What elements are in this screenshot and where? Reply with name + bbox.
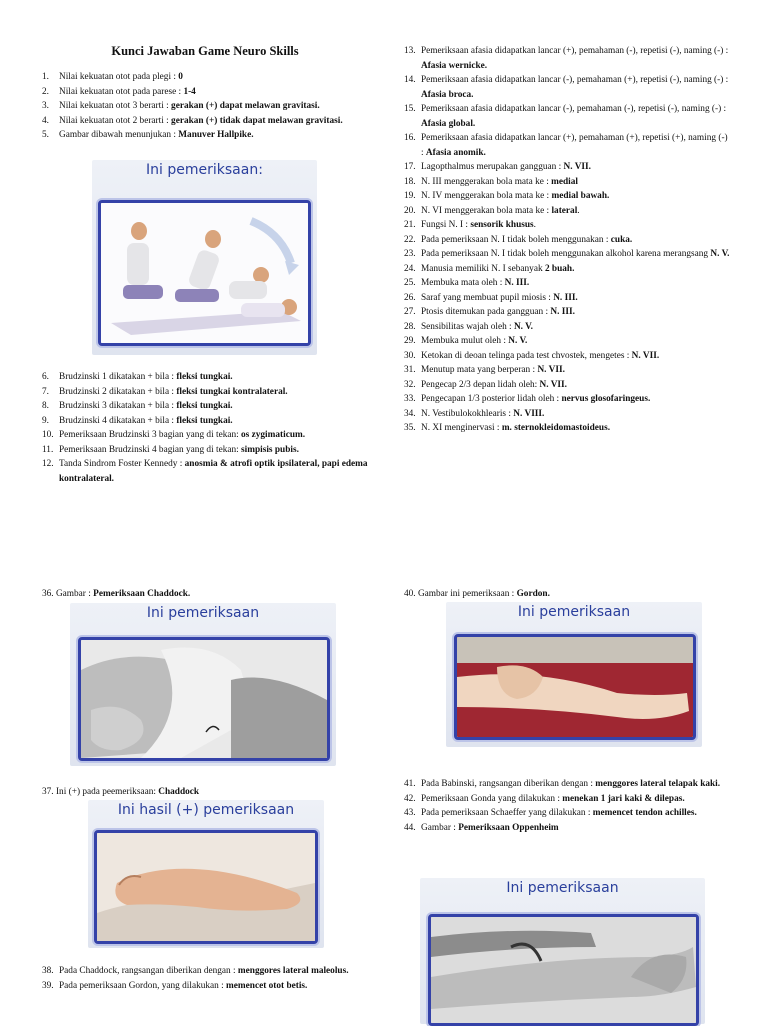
question-text xyxy=(59,370,377,385)
question-text xyxy=(421,392,730,407)
answer: Manuver Hallpike. xyxy=(178,130,254,140)
answer: N. III. xyxy=(553,292,578,303)
oppenheim-figure xyxy=(431,917,696,1023)
questions-left-top xyxy=(42,70,377,143)
question-text xyxy=(421,276,730,291)
question-item xyxy=(42,457,377,486)
question-number: 38. xyxy=(42,966,54,976)
question-item xyxy=(42,443,377,458)
question-number: 1. xyxy=(42,72,49,82)
question-text xyxy=(59,70,377,85)
question-text xyxy=(59,414,377,429)
question-number: 5. xyxy=(42,130,49,140)
question-prompt: Nilai kekuatan otot pada plegi : xyxy=(59,72,179,82)
question-item xyxy=(404,806,730,821)
question-item xyxy=(404,73,730,102)
question-text xyxy=(59,114,377,129)
answer-suffix: . xyxy=(577,205,580,216)
question-prompt: Brudzinski 4 dikatakan + bila : xyxy=(59,415,177,426)
question-item xyxy=(42,128,377,143)
question-prompt: Gambar dibawah menunjukan : xyxy=(59,130,179,140)
question-number: 23. xyxy=(404,249,416,259)
question-number: 42. xyxy=(404,793,416,804)
question-number: 24. xyxy=(404,263,416,274)
question-prompt: Pengecap 2/3 depan lidah oleh: xyxy=(421,379,540,390)
question-37: 37. Ini (+) pada peemeriksaan: Chaddock xyxy=(42,787,200,797)
question-prompt: Pemeriksaan Brudzinski 3 bagian yang di tekan: xyxy=(59,430,242,440)
question-prompt: Pemeriksaan afasia didapatkan lancar (+), pemahaman (-), repetisi (-), naming (-) : xyxy=(421,46,729,56)
question-prompt: Pada pemeriksaan Gordon, yang dilakukan : xyxy=(59,980,227,991)
gordon-image xyxy=(446,602,702,747)
oppenheim-image xyxy=(420,878,705,1024)
answer: N. VII. xyxy=(563,162,591,172)
answer: Afasia broca. xyxy=(421,89,474,100)
question-text xyxy=(421,305,730,320)
question-item xyxy=(404,320,730,335)
question-prompt: Pemeriksaan afasia didapatkan lancar (-), pemahaman (+), repetisi (-), naming (-) : xyxy=(421,75,729,85)
question-number: 34. xyxy=(404,408,416,419)
question-item xyxy=(404,349,730,364)
question-number: 22. xyxy=(404,234,416,245)
question-item xyxy=(42,70,377,85)
question-item xyxy=(404,378,730,393)
question-text xyxy=(421,421,730,436)
image-caption: Ini pemeriksaan xyxy=(146,605,260,621)
question-40: 40. Gambar ini pemeriksaan : Gordon. xyxy=(404,589,550,599)
question-prompt: Fungsi N. I : xyxy=(421,220,471,230)
question-item xyxy=(404,305,730,320)
leg-figure xyxy=(457,637,693,737)
question-prompt: Nilai kekuatan otot pada parese : xyxy=(59,86,184,97)
question-text xyxy=(421,821,730,836)
question-text xyxy=(59,428,377,443)
question-text xyxy=(59,443,377,458)
question-item xyxy=(404,102,730,131)
question-text xyxy=(421,363,730,378)
questions-left-mid xyxy=(42,370,377,486)
question-number: 26. xyxy=(404,292,416,303)
question-text xyxy=(421,378,730,393)
question-item xyxy=(404,777,730,792)
answer: fleksi tungkai. xyxy=(176,372,233,382)
question-item xyxy=(404,233,730,248)
question-text xyxy=(59,964,377,979)
question-prompt: Pemeriksaan Brudzinski 4 bagian yang di tekan: xyxy=(59,444,242,455)
answer: N. V. xyxy=(710,249,730,259)
question-text xyxy=(421,291,730,306)
question-text xyxy=(59,385,377,400)
answer: 0 xyxy=(178,72,183,82)
question-number: 9. xyxy=(42,415,49,426)
question-prompt: N. VI menggerakan bola mata ke : xyxy=(421,205,552,216)
question-number: 19. xyxy=(404,191,416,201)
question-item xyxy=(404,204,730,219)
question-prompt: Membuka mulut oleh : xyxy=(421,336,509,346)
answer: Afasia wernicke. xyxy=(421,60,488,71)
question-text xyxy=(421,218,730,233)
question-item xyxy=(404,131,730,160)
question-text xyxy=(421,247,730,262)
question-number: 8. xyxy=(42,401,49,411)
question-number: 15. xyxy=(404,104,416,114)
question-text xyxy=(421,806,730,821)
question-prompt: Lagopthalmus merupakan gangguan : xyxy=(421,162,564,172)
question-number: 7. xyxy=(42,386,49,397)
question-text xyxy=(421,262,730,277)
question-number: 28. xyxy=(404,321,416,332)
answer: N. III. xyxy=(504,278,530,288)
answer: anosmia & atrofi optik ipsilateral, papi edema kontralateral. xyxy=(59,459,368,484)
question-number: 10. xyxy=(42,430,54,440)
question-item xyxy=(404,218,730,233)
question-prompt: Pada Babinski, rangsangan diberikan dengan : xyxy=(421,779,596,789)
answer: nervus glosofaringeus. xyxy=(561,394,651,404)
question-item xyxy=(42,414,377,429)
question-text xyxy=(421,102,730,131)
question-prompt: Sensibilitas wajah oleh : xyxy=(421,321,514,332)
question-item xyxy=(404,334,730,349)
question-prompt: Pemeriksaan afasia didapatkan lancar (-), pemahaman (-), repetisi (-), naming (-) : xyxy=(421,104,727,114)
question-number: 27. xyxy=(404,307,416,317)
image-caption: Ini hasil (+) pemeriksaan xyxy=(117,802,295,818)
answer: cuka. xyxy=(610,234,633,245)
question-text xyxy=(421,334,730,349)
question-item xyxy=(404,247,730,262)
question-prompt: Pada pemeriksaan Schaeffer yang dilakukan : xyxy=(421,808,593,818)
question-text xyxy=(421,777,730,792)
question-prompt: Brudzinski 2 dikatakan + bila : xyxy=(59,386,177,397)
question-prompt: Pemeriksaan afasia didapatkan lancar (+), pemahaman (+), repetisi (+), naming (-) : xyxy=(421,133,728,158)
question-text xyxy=(59,128,377,143)
question-item xyxy=(42,85,377,100)
question-text xyxy=(421,131,730,160)
answer: N. VII. xyxy=(539,379,567,390)
question-item xyxy=(404,363,730,378)
question-prompt: N. XI menginervasi : xyxy=(421,423,502,433)
answer: gerakan (+) dapat melawan gravitasi. xyxy=(171,101,320,111)
question-text xyxy=(421,320,730,335)
question-text xyxy=(59,99,377,114)
answer-suffix: . xyxy=(533,220,536,230)
chaddock-figure xyxy=(81,640,327,758)
question-item xyxy=(42,114,377,129)
question-number: 21. xyxy=(404,220,416,230)
question-item xyxy=(404,407,730,422)
answer: memencet tendon achilles. xyxy=(592,808,697,818)
answer: os zygimaticum. xyxy=(241,430,306,440)
answer: gerakan (+) tidak dapat melawan gravitasi. xyxy=(171,115,343,126)
question-number: 43. xyxy=(404,808,416,818)
question-prompt: Pada pemeriksaan N. I tidak boleh menggunakan : xyxy=(421,234,611,245)
answer: m. sternokleidomastoideus. xyxy=(501,423,611,433)
answer: fleksi tungkai. xyxy=(176,401,233,411)
page-title: Kunci Jawaban Game Neuro Skills xyxy=(111,44,299,58)
question-number: 35. xyxy=(404,423,416,433)
question-prompt: Nilai kekuatan otot 2 berarti : xyxy=(59,115,172,126)
question-text xyxy=(421,189,730,204)
question-prompt: Menutup mata yang berperan : xyxy=(421,365,538,375)
question-prompt: Membuka mata oleh : xyxy=(421,278,505,288)
question-item xyxy=(404,792,730,807)
question-item xyxy=(404,392,730,407)
question-text xyxy=(421,233,730,248)
answer: N. VIII. xyxy=(513,408,545,419)
questions-left-bottom xyxy=(42,964,377,993)
question-number: 33. xyxy=(404,394,416,404)
question-number: 2. xyxy=(42,86,49,97)
question-text xyxy=(59,457,377,486)
answer: Afasia global. xyxy=(421,118,476,129)
question-item xyxy=(404,821,730,836)
question-number: 18. xyxy=(404,176,416,187)
image-caption: Ini pemeriksaan: xyxy=(146,162,263,178)
question-prompt: Tanda Sindrom Foster Kennedy : xyxy=(59,459,185,469)
question-prompt: Pemeriksaan Gonda yang dilakukan : xyxy=(421,793,563,804)
question-text xyxy=(59,399,377,414)
answer: fleksi tungkai. xyxy=(176,415,233,426)
question-number: 29. xyxy=(404,336,416,346)
question-prompt: Nilai kekuatan otot 3 berarti : xyxy=(59,101,172,111)
question-item xyxy=(404,44,730,73)
question-36: 36. Gambar : Pemeriksaan Chaddock. xyxy=(42,589,191,599)
answer: N. VII. xyxy=(537,365,565,375)
question-item xyxy=(42,399,377,414)
question-prompt: Saraf yang membuat pupil miosis : xyxy=(421,292,554,303)
question-prompt: N. IV menggerakan bola mata ke : xyxy=(421,191,552,201)
answer: menggores lateral telapak kaki. xyxy=(595,779,721,789)
question-number: 30. xyxy=(404,350,416,361)
questions-right-bottom xyxy=(404,777,730,835)
answer: N. VII. xyxy=(631,350,660,361)
question-item xyxy=(404,160,730,175)
question-text xyxy=(421,349,730,364)
chaddock-image xyxy=(70,603,336,766)
question-text xyxy=(421,204,730,219)
question-item xyxy=(404,421,730,436)
question-number: 31. xyxy=(404,365,416,375)
question-number: 12. xyxy=(42,459,54,469)
question-item xyxy=(42,385,377,400)
answer: fleksi tungkai kontralateral. xyxy=(176,386,288,397)
question-number: 11. xyxy=(42,444,54,455)
answer: N. V. xyxy=(513,321,534,332)
question-prompt: Gambar : xyxy=(421,822,459,833)
question-item xyxy=(42,370,377,385)
question-text xyxy=(421,792,730,807)
image-caption: Ini pemeriksaan xyxy=(506,880,619,896)
question-prompt: Brudzinski 3 dikatakan + bila : xyxy=(59,401,177,411)
question-prompt: N. III menggerakan bola mata ke : xyxy=(421,176,552,187)
question-prompt: Pada Chaddock, rangsangan diberikan dengan : xyxy=(59,966,238,976)
question-item xyxy=(42,979,377,994)
question-number: 14. xyxy=(404,75,416,85)
question-prompt: Ketokan di deoan telinga pada test chvostek, mengetes : xyxy=(421,350,632,361)
answer: sensorik khusus xyxy=(470,220,534,230)
question-prompt: Pengecapan 1/3 posterior lidah oleh : xyxy=(421,394,562,404)
answer: medial bawah. xyxy=(551,191,610,201)
chaddock-positive-image xyxy=(88,800,324,948)
foot-figure xyxy=(97,833,315,941)
question-item xyxy=(404,276,730,291)
answer: 2 buah. xyxy=(544,263,575,274)
question-number: 4. xyxy=(42,115,49,126)
answer: Afasia anomik. xyxy=(425,147,486,158)
question-item xyxy=(404,189,730,204)
answer: menekan 1 jari kaki & dilepas. xyxy=(562,793,685,804)
question-text xyxy=(421,73,730,102)
question-number: 3. xyxy=(42,101,49,111)
question-number: 13. xyxy=(404,46,416,56)
question-item xyxy=(42,99,377,114)
answer: menggores lateral maleolus. xyxy=(237,966,349,976)
answer: memencet otot betis. xyxy=(226,980,308,991)
question-text xyxy=(421,407,730,422)
answer: medial xyxy=(551,176,578,187)
question-number: 25. xyxy=(404,278,416,288)
question-text xyxy=(421,160,730,175)
question-prompt: Pada pemeriksaan N. I tidak boleh menggunakan alkohol karena merangsang xyxy=(421,249,711,259)
question-text xyxy=(421,44,730,73)
question-number: 41. xyxy=(404,779,416,789)
answer: N. III. xyxy=(550,307,575,317)
answer: lateral xyxy=(551,205,578,216)
question-item xyxy=(404,262,730,277)
question-prompt: N. Vestibulokokhlearis : xyxy=(421,408,514,419)
question-item xyxy=(42,964,377,979)
question-prompt: Ptosis ditemukan pada gangguan : xyxy=(421,307,551,317)
question-prompt: Brudzinski 1 dikatakan + bila : xyxy=(59,372,177,382)
image-caption: Ini pemeriksaan xyxy=(517,604,631,620)
answer: N. V. xyxy=(508,336,528,346)
hallpike-image xyxy=(92,160,317,355)
answer: Pemeriksaan Oppenheim xyxy=(458,822,559,833)
question-number: 44. xyxy=(404,822,416,833)
question-number: 17. xyxy=(404,162,416,172)
question-number: 6. xyxy=(42,372,49,382)
question-number: 16. xyxy=(404,133,416,143)
hallpike-figure xyxy=(101,203,308,343)
question-text xyxy=(59,85,377,100)
question-text xyxy=(59,979,377,994)
question-prompt: Manusia memiliki N. I sebanyak xyxy=(421,263,545,274)
question-number: 39. xyxy=(42,980,54,991)
question-number: 32. xyxy=(404,379,416,390)
question-text xyxy=(421,175,730,190)
answer: simpisis pubis. xyxy=(241,444,299,455)
question-item xyxy=(404,175,730,190)
question-item xyxy=(404,291,730,306)
question-item xyxy=(42,428,377,443)
question-number: 20. xyxy=(404,205,416,216)
answer: 1-4 xyxy=(183,86,196,97)
questions-right-top xyxy=(404,44,730,436)
